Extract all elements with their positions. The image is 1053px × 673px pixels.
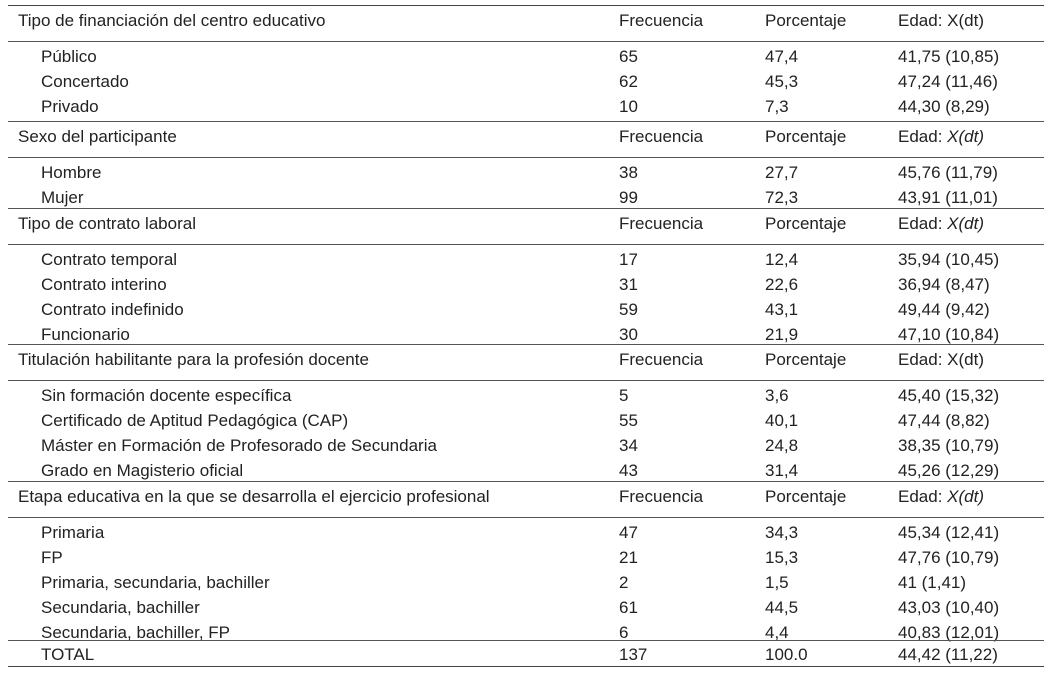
row-age: 43,03 (10,40) [898, 598, 1000, 617]
table-row [8, 458, 1044, 483]
row-label: Público [41, 47, 97, 66]
column-header-age [898, 211, 984, 236]
row-frequency: 31 [619, 275, 638, 294]
row-age: 43,91 (11,01) [898, 188, 998, 207]
section-header-row [8, 484, 1044, 509]
row-age: 45,40 (15,32) [898, 386, 1000, 405]
row-label: Contrato indefinido [41, 300, 184, 319]
row-frequency: 30 [619, 325, 638, 344]
table-row [8, 44, 1044, 69]
table-row [8, 520, 1044, 545]
row-age: 49,44 (9,42) [898, 300, 990, 319]
row-percentage: 21,9 [765, 325, 799, 344]
section-title: Tipo de contrato laboral [18, 214, 196, 233]
section-header-row [8, 347, 1044, 372]
age-mean-symbol: X [947, 487, 959, 506]
row-percentage: 15,3 [765, 548, 799, 567]
table-row [8, 383, 1044, 408]
section-title: Sexo del participante [18, 127, 177, 146]
column-header-percentage: Porcentaje [765, 214, 847, 233]
row-label: Contrato temporal [41, 250, 178, 269]
age-mean-symbol: X [947, 214, 959, 233]
row-age: 47,10 (10,84) [898, 325, 1000, 344]
column-header-age [898, 8, 984, 33]
table-rule [8, 380, 1044, 381]
total-row [8, 642, 1044, 667]
row-age: 38,35 (10,79) [898, 436, 1000, 455]
row-label: FP [41, 548, 63, 567]
age-prefix: Edad: [898, 214, 948, 233]
row-age: 47,44 (8,82) [898, 411, 990, 430]
row-label: Privado [41, 97, 99, 116]
column-header-age [898, 484, 984, 509]
row-percentage: 3,6 [765, 386, 789, 405]
row-frequency: 43 [619, 461, 638, 480]
row-percentage: 12,4 [765, 250, 799, 269]
row-age: 36,94 (8,47) [898, 275, 990, 294]
table-rule [8, 208, 1044, 209]
table-rule [8, 517, 1044, 518]
row-label: Primaria [41, 523, 105, 542]
table-rule [8, 344, 1044, 345]
row-percentage: 45,3 [765, 72, 799, 91]
row-percentage: 1,5 [765, 573, 789, 592]
age-sd-symbol: (dt) [958, 11, 984, 30]
row-age: 45,76 (11,79) [898, 163, 998, 182]
row-frequency: 65 [619, 47, 638, 66]
row-label: Sin formación docente específica [41, 386, 292, 405]
row-label: Certificado de Aptitud Pedagógica (CAP) [41, 411, 349, 430]
row-age: 47,76 (10,79) [898, 548, 1000, 567]
row-frequency: 55 [619, 411, 638, 430]
row-percentage: 43,1 [765, 300, 799, 319]
total-age: 44,42 (11,22) [898, 645, 998, 664]
row-frequency: 10 [619, 97, 638, 116]
row-frequency: 21 [619, 548, 638, 567]
age-prefix: Edad: [898, 11, 948, 30]
column-header-percentage: Porcentaje [765, 350, 847, 369]
row-percentage: 40,1 [765, 411, 799, 430]
row-label: Secundaria, bachiller [41, 598, 200, 617]
row-frequency: 34 [619, 436, 638, 455]
section-title: Etapa educativa en la que se desarrolla el ejercicio profesional [18, 487, 490, 506]
row-age: 41 (1,41) [898, 573, 967, 592]
row-label: Concertado [41, 72, 129, 91]
row-frequency: 62 [619, 72, 638, 91]
table-row [8, 185, 1044, 210]
row-percentage: 24,8 [765, 436, 799, 455]
row-label: Secundaria, bachiller, FP [41, 623, 230, 642]
total-frequency: 137 [619, 645, 648, 664]
row-label: Contrato interino [41, 275, 167, 294]
row-age: 41,75 (10,85) [898, 47, 1000, 66]
table-row [8, 272, 1044, 297]
row-label: Máster en Formación de Profesorado de Secundaria [41, 436, 437, 455]
row-frequency: 99 [619, 188, 638, 207]
row-percentage: 22,6 [765, 275, 799, 294]
section-header-row [8, 8, 1044, 33]
row-age: 45,34 (12,41) [898, 523, 1000, 542]
table-rule [8, 121, 1044, 122]
row-percentage: 72,3 [765, 188, 799, 207]
table-rule [8, 5, 1044, 6]
row-percentage: 7,3 [765, 97, 789, 116]
age-prefix: Edad: [898, 127, 948, 146]
table-rule [8, 157, 1044, 158]
column-header-frequency: Frecuencia [619, 214, 704, 233]
age-sd-symbol: (dt) [958, 487, 984, 506]
row-frequency: 5 [619, 386, 629, 405]
table-row [8, 408, 1044, 433]
table-rule [8, 666, 1044, 667]
row-age: 40,83 (12,01) [898, 623, 1000, 642]
column-header-frequency: Frecuencia [619, 350, 704, 369]
column-header-percentage: Porcentaje [765, 487, 847, 506]
row-frequency: 38 [619, 163, 638, 182]
table-row [8, 297, 1044, 322]
section-header-row [8, 211, 1044, 236]
age-mean-symbol: X [947, 11, 959, 30]
row-label: Funcionario [41, 325, 130, 344]
section-header-row [8, 124, 1044, 149]
age-sd-symbol: (dt) [958, 214, 984, 233]
row-label: Hombre [41, 163, 102, 182]
table-row [8, 160, 1044, 185]
table-rule [8, 640, 1044, 641]
row-label: Grado en Magisterio oficial [41, 461, 244, 480]
table-row [8, 94, 1044, 119]
row-label: Mujer [41, 188, 84, 207]
column-header-percentage: Porcentaje [765, 127, 847, 146]
age-sd-symbol: (dt) [958, 127, 984, 146]
table-rule [8, 481, 1044, 482]
row-percentage: 4,4 [765, 623, 789, 642]
table-row [8, 545, 1044, 570]
column-header-frequency: Frecuencia [619, 127, 704, 146]
row-percentage: 34,3 [765, 523, 799, 542]
row-age: 35,94 (10,45) [898, 250, 1000, 269]
column-header-frequency: Frecuencia [619, 487, 704, 506]
row-age: 45,26 (12,29) [898, 461, 1000, 480]
row-frequency: 2 [619, 573, 629, 592]
row-frequency: 47 [619, 523, 638, 542]
row-frequency: 17 [619, 250, 638, 269]
total-percentage: 100.0 [765, 645, 808, 664]
row-label: Primaria, secundaria, bachiller [41, 573, 270, 592]
column-header-age [898, 124, 984, 149]
row-percentage: 44,5 [765, 598, 799, 617]
row-percentage: 27,7 [765, 163, 799, 182]
table-row [8, 595, 1044, 620]
row-age: 47,24 (11,46) [898, 72, 998, 91]
row-percentage: 31,4 [765, 461, 799, 480]
row-percentage: 47,4 [765, 47, 799, 66]
section-title: Titulación habilitante para la profesión docente [18, 350, 369, 369]
column-header-frequency: Frecuencia [619, 11, 704, 30]
column-header-age [898, 347, 984, 372]
age-sd-symbol: (dt) [958, 350, 984, 369]
table-row [8, 247, 1044, 272]
age-mean-symbol: X [947, 127, 959, 146]
row-frequency: 6 [619, 623, 629, 642]
age-prefix: Edad: [898, 350, 948, 369]
table-row [8, 69, 1044, 94]
section-title: Tipo de financiación del centro educativo [18, 11, 326, 30]
age-prefix: Edad: [898, 487, 948, 506]
age-mean-symbol: X [947, 350, 959, 369]
table-row [8, 570, 1044, 595]
column-header-percentage: Porcentaje [765, 11, 847, 30]
row-frequency: 59 [619, 300, 638, 319]
total-label: TOTAL [41, 645, 95, 664]
table-row [8, 433, 1044, 458]
row-frequency: 61 [619, 598, 638, 617]
row-age: 44,30 (8,29) [898, 97, 990, 116]
table-rule [8, 244, 1044, 245]
table-rule [8, 41, 1044, 42]
